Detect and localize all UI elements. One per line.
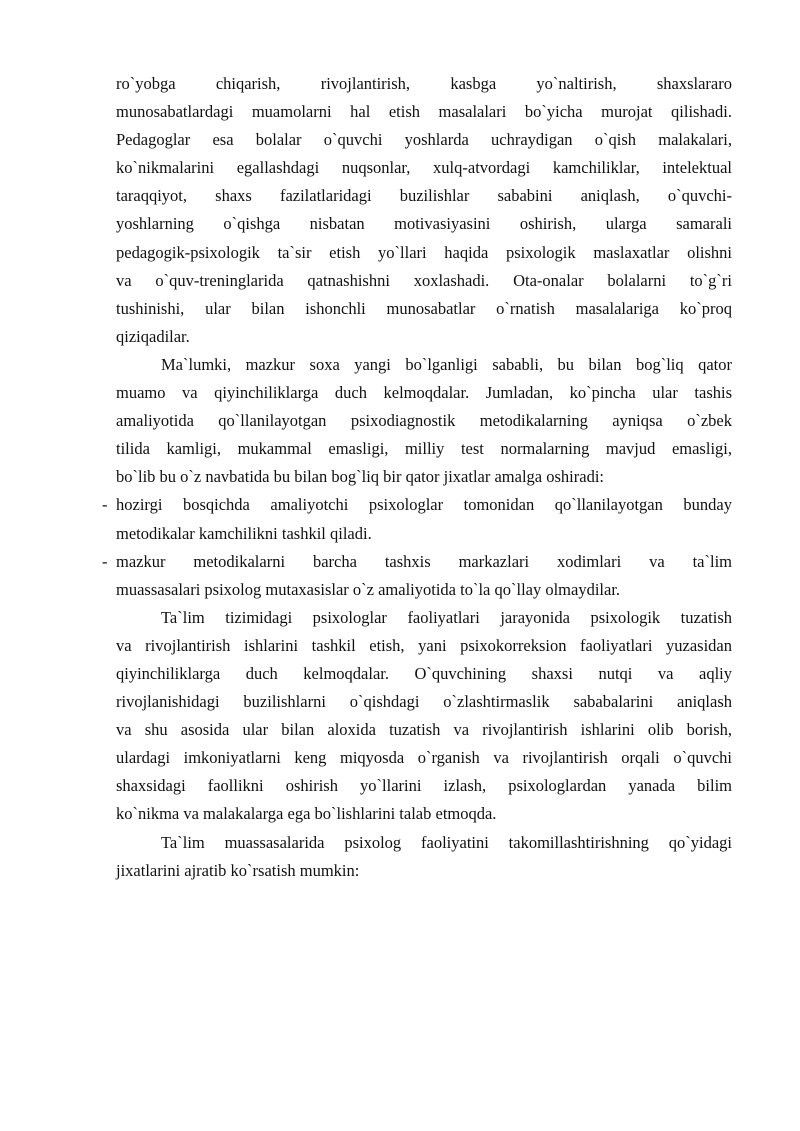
text-line: Ta`lim tizimidagi psixologlar faoliyatlari jarayonida psixologik tuzatish [161, 607, 732, 627]
text-line: muassasalari psixolog mutaxasislar o`z amaliyotida to`la qo`llay olmaydilar. [116, 579, 621, 599]
text-line: Ta`lim muassasalarida psixolog faoliyatini takomillashtirishning qo`yidagi [161, 832, 732, 852]
text-line: ko`nikmalarini egallashdagi nuqsonlar, xulq-atvordagi kamchiliklar, intelektual [116, 158, 732, 178]
text-line: jixatlarini ajratib ko`rsatish mumkin: [116, 860, 360, 880]
text-line: metodikalar kamchilikni tashkil qiladi. [116, 523, 372, 543]
text-line: ro`yobga chiqarish, rivojlantirish, kasbga yo`naltirish, shaxslararo [116, 74, 732, 93]
text-line: tilida kamligi, mukammal emasligi, milliy test normalarning mavjud emasligi, [116, 439, 732, 459]
text-line: munosabatlardagi muamolarni hal etish masalalari bo`yicha murojat qilishadi. [116, 102, 732, 122]
text-line: qiziqadilar. [116, 326, 190, 346]
text-line: shaxsidagi faollikni oshirish yo`llarini izlash, psixologlardan yanada bilim [116, 776, 732, 796]
text-line: amaliyotida qo`llanilayotgan psixodiagnostik metodikalarning ayniqsa o`zbek [116, 411, 732, 431]
text-line: va rivojlantirish ishlarini tashkil etish, yani psixokorreksion faoliyatlari yuzasidan [116, 635, 732, 655]
text-line: muamo va qiyinchiliklarga duch kelmoqdalar. Jumladan, ko`pincha ular tashis [116, 383, 732, 403]
text-line: qiyinchiliklarga duch kelmoqdalar. O`quvchining shaxsi nutqi va aqliy [116, 663, 732, 683]
text-line: ko`nikma va malakalarga ega bo`lishlarini talab etmoqda. [116, 804, 497, 824]
text-line: tushinishi, ular bilan ishonchli munosabatlar o`rnatish masalalariga ko`proq [116, 298, 732, 318]
paragraph-1 [116, 70, 732, 351]
dash-marker: - [102, 551, 108, 571]
list-item-text: mazkur metodikalarni barcha tashxis markazlari xodimlari va ta`lim [116, 551, 732, 571]
text-line: Ma`lumki, mazkur soxa yangi bo`lganligi sababli, bu bilan bog`liq qator [161, 354, 732, 374]
text-line: pedagogik-psixologik ta`sir etish yo`llari haqida psixologik maslaxatlar olishni [116, 242, 732, 262]
text-line: ulardagi imkoniyatlarni keng miqyosda o`rganish va rivojlantirish orqali o`quvchi [116, 748, 732, 768]
text-line: va shu asosida ular bilan aloxida tuzatish va rivojlantirish ishlarini olib borish, [116, 720, 732, 740]
text-line: va o`quv-treninglarida qatnashishni xoxlashadi. Ota-onalar bolalarni to`g`ri [116, 270, 732, 290]
text-line: taraqqiyot, shaxs fazilatlaridagi buzilishlar sababini aniqlash, o`quvchi- [116, 186, 732, 206]
document-page [102, 70, 732, 885]
list-item [102, 548, 732, 604]
paragraph-4 [116, 829, 732, 885]
text-line: yoshlarning o`qishga nisbatan motivasiyasini oshirish, ularga samarali [116, 214, 732, 234]
text-line: bo`lib bu o`z navbatida bu bilan bog`liq bir qator jixatlar amalga oshiradi: [116, 467, 604, 487]
paragraph-2 [116, 351, 732, 491]
dash-marker: - [102, 495, 108, 515]
list-item-text: hozirgi bosqichda amaliyotchi psixologlar tomonidan qo`llanilayotgan bunday [116, 495, 732, 515]
bullet-list [102, 491, 732, 603]
paragraph-3 [116, 604, 732, 829]
list-item-line [102, 548, 732, 576]
list-item [102, 491, 732, 547]
list-item-line [102, 491, 732, 519]
text-line: rivojlanishidagi buzilishlarni o`qishdagi o`zlashtirmaslik sababalarini aniqlash [116, 692, 732, 712]
text-line: Pedagoglar esa bolalar o`quvchi yoshlarda uchraydigan o`qish malakalari, [116, 130, 732, 150]
